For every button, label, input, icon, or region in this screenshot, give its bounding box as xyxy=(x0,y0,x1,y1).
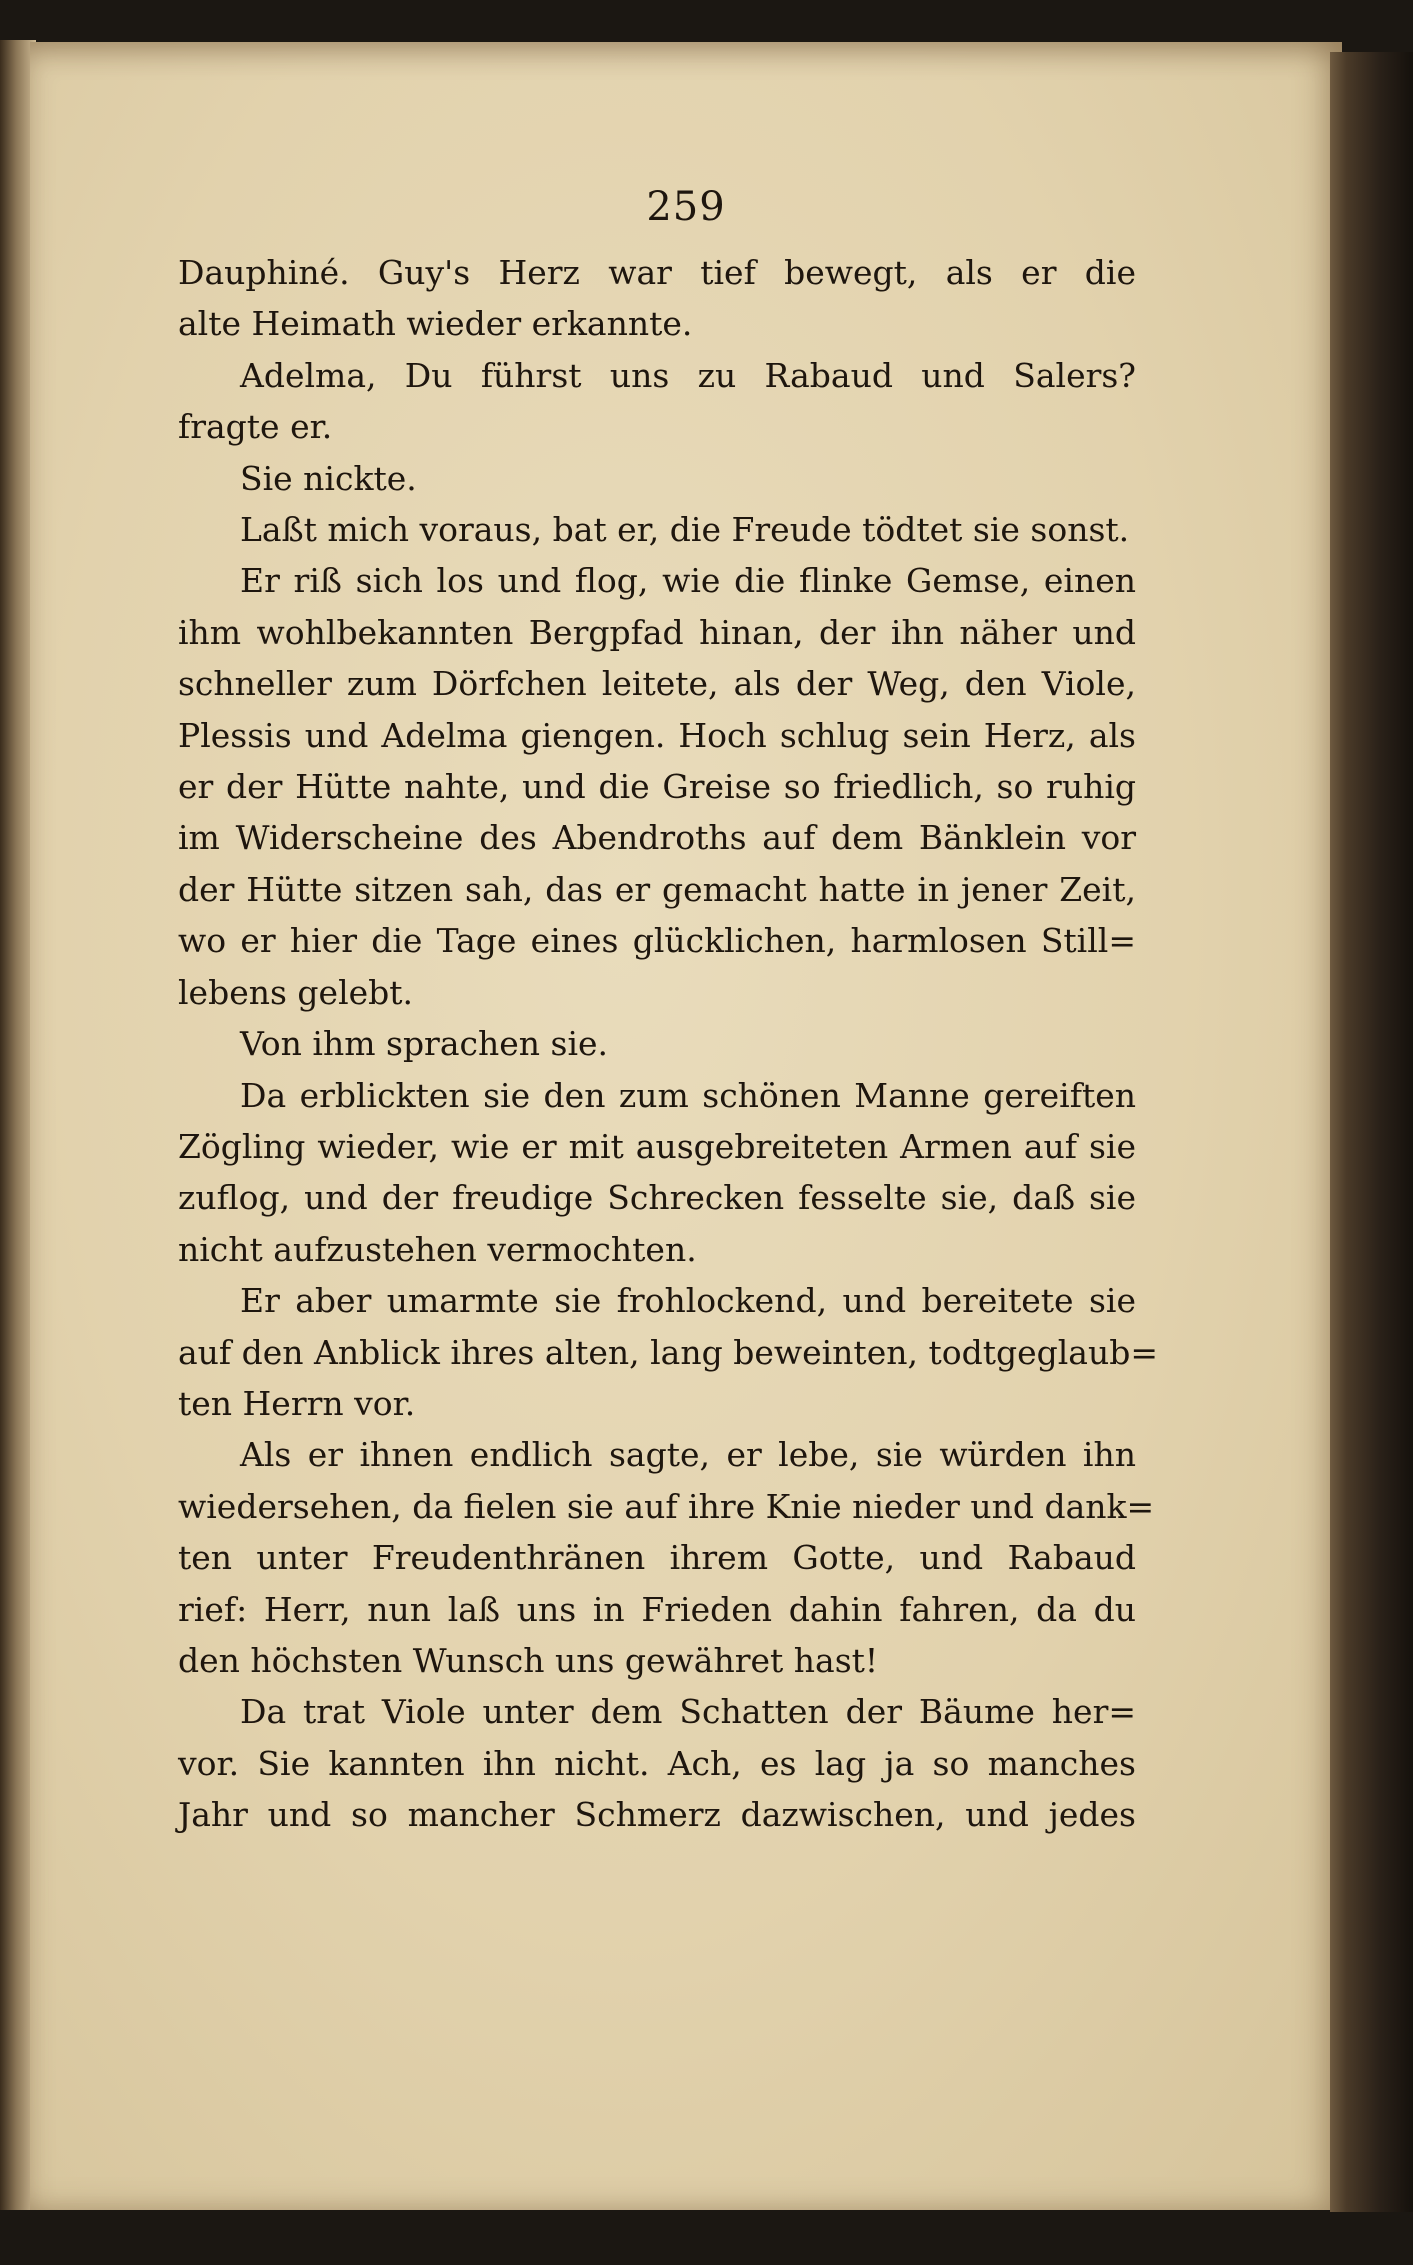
text-line: Zögling wieder, wie er mit ausgebreiteten Armen auf sie xyxy=(178,1126,1136,1166)
text-line: ten unter Freudenthränen ihrem Gotte, und Rabaud xyxy=(178,1538,1136,1578)
text-line: Von ihm sprachen sie. xyxy=(240,1024,609,1064)
body-text xyxy=(178,247,1159,1841)
text-line: ten Herrn vor. xyxy=(178,1383,416,1423)
text-line: Adelma, Du führst uns zu Rabaud und Salers? xyxy=(240,355,1136,395)
text-line: schneller zum Dörfchen leitete, als der Weg, den Viole, xyxy=(178,664,1136,704)
text-line: Er riß sich los und flog, wie die flinke Gemse, einen xyxy=(240,561,1136,601)
text-line: vor. Sie kannten ihn nicht. Ach, es lag ja so manches xyxy=(178,1743,1136,1783)
text-line: fragte er. xyxy=(178,407,333,447)
text-line: Da trat Viole unter dem Schatten der Bäume her= xyxy=(240,1692,1136,1732)
book-cover-edge xyxy=(1330,52,1413,2212)
text-line: Dauphiné. Guy's Herz war tief bewegt, als er die xyxy=(178,253,1136,292)
text-line: Sie nickte. xyxy=(240,458,417,498)
text-line: Plessis und Adelma giengen. Hoch schlug sein Herz, als xyxy=(178,715,1136,755)
text-line: nicht aufzustehen vermochten. xyxy=(178,1229,697,1269)
text-line: rief: Herr, nun laß uns in Frieden dahin fahren, da du xyxy=(178,1589,1136,1629)
text-line: auf den Anblick ihres alten, lang beweinten, todtgeglaub= xyxy=(178,1332,1159,1372)
text-line: Er aber umarmte sie frohlockend, und bereitete sie xyxy=(240,1281,1136,1321)
text-line: wiedersehen, da fielen sie auf ihre Knie nieder und dank= xyxy=(178,1486,1155,1526)
text-line: der Hütte sitzen sah, das er gemacht hatte in jener Zeit, xyxy=(178,869,1136,909)
text-line: wo er hier die Tage eines glücklichen, harmlosen Still= xyxy=(178,921,1136,961)
text-line: Als er ihnen endlich sagte, er lebe, sie würden ihn xyxy=(240,1435,1136,1475)
text-line: den höchsten Wunsch uns gewähret hast! xyxy=(178,1640,879,1680)
text-line: Da erblickten sie den zum schönen Manne gereiften xyxy=(240,1075,1136,1115)
text-line: er der Hütte nahte, und die Greise so friedlich, so ruhig xyxy=(178,767,1136,807)
text-line: lebens gelebt. xyxy=(178,972,414,1012)
text-line: im Widerscheine des Abendroths auf dem Bänklein vor xyxy=(178,818,1136,858)
page-number: 259 xyxy=(646,184,726,230)
text-line: alte Heimath wieder erkannte. xyxy=(178,304,693,344)
text-line: zuflog, und der freudige Schrecken fesselte sie, daß sie xyxy=(178,1178,1136,1218)
text-line: ihm wohlbekannten Bergpfad hinan, der ihn näher und xyxy=(178,612,1136,652)
text-line: Laßt mich voraus, bat er, die Freude tödtet sie sonst. xyxy=(240,510,1130,550)
text-line: Jahr und so mancher Schmerz dazwischen, und jedes xyxy=(178,1795,1136,1835)
